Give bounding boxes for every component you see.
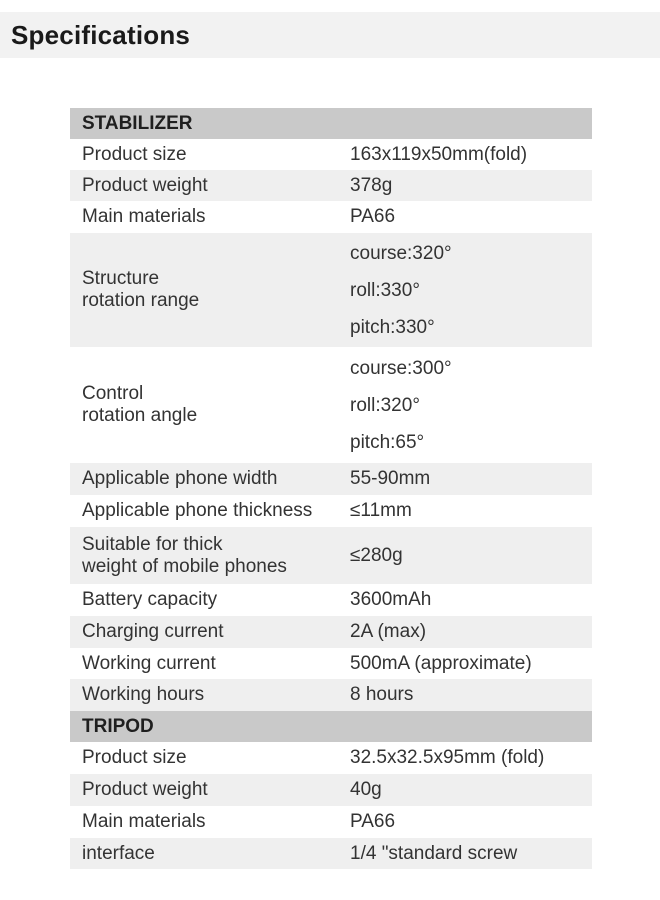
- row-label: Product size: [82, 143, 187, 165]
- row-label-line: rotation range: [82, 290, 200, 311]
- row-value: 1/4 "standard screw: [350, 842, 518, 864]
- row-value-line: course:300°: [350, 357, 452, 379]
- row-value: [350, 350, 592, 461]
- row-value-line: course:320°: [350, 242, 452, 264]
- row-label-line: rotation angle: [82, 405, 198, 426]
- row-label: Main materials: [82, 206, 206, 227]
- row-label: Product weight: [82, 779, 208, 800]
- row-value: 32.5x32.5x95mm (fold): [350, 747, 545, 768]
- table-row: [70, 584, 592, 616]
- row-value: 55-90mm: [350, 468, 431, 489]
- row-label: [70, 268, 350, 312]
- row-value: 8 hours: [350, 684, 414, 705]
- table-row: [70, 495, 592, 527]
- row-value-line: roll:330°: [350, 279, 420, 301]
- table-row: [70, 347, 592, 463]
- row-label-line: Control: [82, 383, 144, 404]
- spec-table: [70, 108, 592, 869]
- row-value: 378g: [350, 174, 393, 196]
- row-label: Product size: [82, 747, 187, 768]
- table-row: [70, 170, 592, 201]
- row-value: ≤280g: [350, 544, 403, 566]
- row-label: Charging current: [82, 621, 224, 642]
- row-label: Working current: [82, 652, 216, 674]
- row-value: 3600mAh: [350, 589, 432, 610]
- row-value: [350, 235, 592, 346]
- row-label: [70, 534, 350, 578]
- row-value: 500mA (approximate): [350, 652, 532, 674]
- row-value-line: roll:320°: [350, 394, 420, 416]
- table-row: [70, 201, 592, 233]
- table-row: [70, 527, 592, 584]
- row-label-line: Structure: [82, 268, 160, 289]
- row-value: PA66: [350, 206, 396, 227]
- row-label: interface: [82, 842, 155, 864]
- header-bar: [0, 12, 660, 58]
- row-value: ≤11mm: [350, 500, 412, 521]
- row-value: 40g: [350, 779, 382, 800]
- table-row: [70, 648, 592, 679]
- table-row: [70, 233, 592, 347]
- row-value: PA66: [350, 811, 396, 832]
- row-label: Battery capacity: [82, 589, 218, 610]
- row-label: Applicable phone width: [82, 468, 278, 489]
- row-value: 163x119x50mm(fold): [350, 143, 528, 165]
- row-value-line: pitch:330°: [350, 316, 435, 338]
- row-value-line: pitch:65°: [350, 431, 425, 453]
- row-label-line: weight of mobile phones: [82, 555, 287, 577]
- row-label: Working hours: [82, 684, 205, 705]
- section-header-stabilizer: STABILIZER: [70, 108, 592, 139]
- row-value: 2A (max): [350, 621, 427, 642]
- row-label: Product weight: [82, 174, 208, 196]
- page-title: Specifications: [11, 20, 191, 50]
- table-row: [70, 806, 592, 838]
- table-row: [70, 838, 592, 869]
- table-row: [70, 742, 592, 774]
- table-row: [70, 463, 592, 495]
- table-row: [70, 774, 592, 806]
- table-row: [70, 616, 592, 648]
- section-header-tripod: TRIPOD: [70, 711, 592, 742]
- table-row: [70, 139, 592, 170]
- row-label-line: Suitable for thick: [82, 533, 223, 555]
- row-label: [70, 383, 350, 427]
- row-label: Main materials: [82, 811, 206, 832]
- row-label: Applicable phone thickness: [82, 500, 313, 521]
- table-row: [70, 679, 592, 711]
